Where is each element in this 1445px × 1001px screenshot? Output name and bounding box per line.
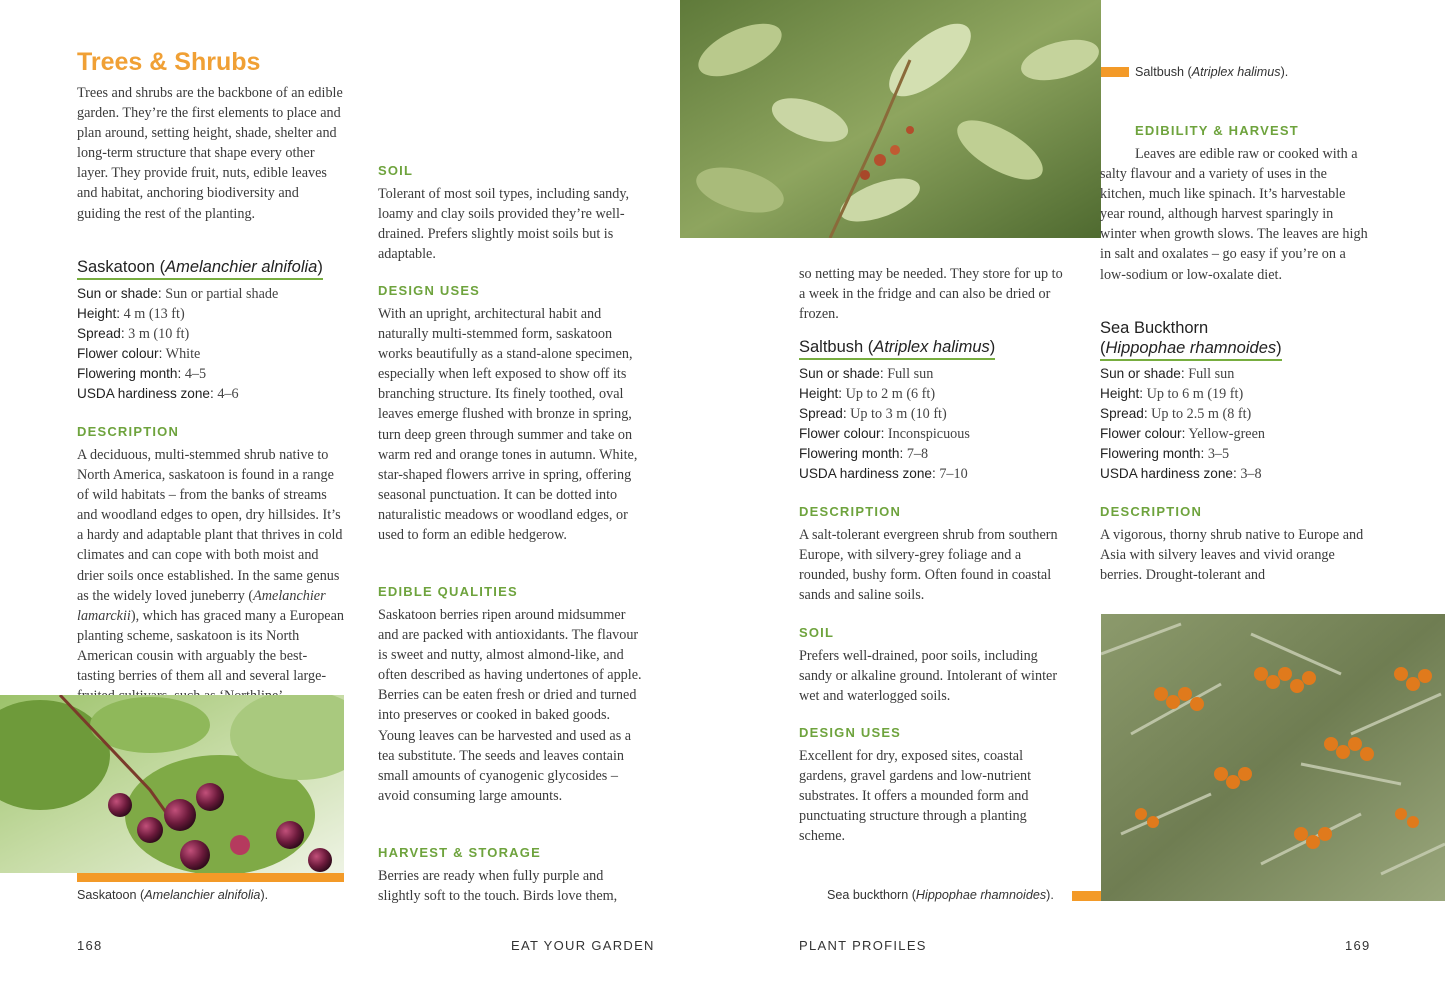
sea-buckthorn-caption: Sea buckthorn (Hippophae rhamnoides). <box>827 888 1054 902</box>
page-number-left: 168 <box>77 938 103 953</box>
fact-row: Height: Up to 6 m (19 ft) <box>1100 386 1244 403</box>
section-heading: DESCRIPTION <box>77 424 180 439</box>
section-heading: HARVEST & STORAGE <box>378 845 541 860</box>
saskatoon-photo <box>0 695 344 873</box>
sea-buckthorn-description: A vigorous, thorny shrub native to Europe and Asia with silvery leaves and vivid orange berries. Drought-tolerant and <box>1100 527 1364 584</box>
fact-row: Sun or shade: Sun or partial shade <box>77 286 279 302</box>
saskatoon-caption: Saskatoon (Amelanchier alnifolia). <box>77 888 269 902</box>
section-heading: DESCRIPTION <box>1100 504 1203 519</box>
saltbush-soil: Prefers well-drained, poor soils, including sandy or alkaline ground. Intolerant of winter wet and waterlogged soils. <box>799 648 1058 705</box>
saskatoon-harvest: Berries are ready when fully purple and slightly soft to the touch. Birds love them, <box>378 868 618 905</box>
fact-row: Spread: 3 m (10 ft) <box>77 326 190 343</box>
plant-title-sea-buckthorn-common: Sea Buckthorn <box>1100 319 1209 337</box>
caption-accent-bar <box>1101 67 1129 77</box>
caption-accent-bar <box>1072 891 1101 901</box>
fact-row: USDA hardiness zone: 4–6 <box>77 386 239 403</box>
saskatoon-soil: Tolerant of most soil types, including sandy, loamy and clay soils provided they’re well-drained. Prefers slightly moist soils but is adaptable. <box>378 186 630 263</box>
fact-row: Flower colour: White <box>77 346 201 363</box>
fact-row: Flowering month: 7–8 <box>799 446 929 463</box>
section-heading: DESCRIPTION <box>799 504 902 519</box>
sea-buckthorn-profile-header <box>1100 318 1360 361</box>
plant-title-saskatoon: Saskatoon (Amelanchier alnifolia) <box>77 257 323 280</box>
saskatoon-edible: Saskatoon berries ripen around midsummer and are packed with antioxidants. The flavour is sweet and nutty, almost almond-like, and often described as having undertones of apple. Berries can be eaten fresh or dried and turned into preserves or cooked in baked goods. Young leaves can be harvested and used as a tea substitute. The seeds and leaves contain small amounts of cyanogenic glycosides – avoid consuming large amounts. <box>378 607 642 804</box>
chapter-title: Trees & Shrubs <box>77 48 261 76</box>
fact-row: Sun or shade: Full sun <box>799 366 934 382</box>
caption-accent-bar <box>77 873 344 882</box>
page-number-right: 169 <box>1345 938 1371 953</box>
saskatoon-harvest-continued: so netting may be needed. They store for up to a week in the fridge and can also be dried or frozen. <box>799 266 1063 323</box>
saskatoon-profile-header <box>77 257 357 280</box>
fact-row: Flowering month: 3–5 <box>1100 446 1230 463</box>
fact-row: Spread: Up to 3 m (10 ft) <box>799 406 947 423</box>
fact-row: Sun or shade: Full sun <box>1100 366 1235 382</box>
running-head-left: EAT YOUR GARDEN <box>511 938 655 953</box>
saltbush-photo <box>680 0 1101 238</box>
fact-row: Height: 4 m (13 ft) <box>77 306 185 323</box>
saskatoon-description: A deciduous, multi-stemmed shrub native to North America, saskatoon is found in a range of wild habitats – from the banks of streams and woodland edges to open, dry hillsides. It’s a hardy and adaptable plant that thrives in cold climates and can cope with both moist and drier soils once established. In the same genus as the widely loved juneberry (Amelanchier lamarckii), which has graced many a European planting scheme, saskatoon is its North American cousin with arguably the best-tasting berries of them all and several large- <box>77 447 344 685</box>
section-heading: DESIGN USES <box>799 725 902 740</box>
sea-buckthorn-photo <box>1101 614 1445 901</box>
fact-row: Height: Up to 2 m (6 ft) <box>799 386 936 403</box>
plant-title-saltbush: Saltbush (Atriplex halimus) <box>799 337 995 360</box>
saltbush-caption: Saltbush (Atriplex halimus). <box>1135 65 1289 79</box>
fact-row: USDA hardiness zone: 3–8 <box>1100 466 1262 483</box>
section-heading: SOIL <box>378 163 414 178</box>
section-heading: SOIL <box>799 625 835 640</box>
running-head-right: PLANT PROFILES <box>799 938 927 953</box>
saskatoon-facts <box>77 284 345 405</box>
fact-row: Flower colour: Yellow-green <box>1100 426 1265 443</box>
section-heading: DESIGN USES <box>378 283 481 298</box>
fact-row: Flowering month: 4–5 <box>77 366 207 383</box>
saltbush-profile-header <box>799 337 995 360</box>
saltbush-description: A salt-tolerant evergreen shrub from southern Europe, with silvery-grey foliage and a rounded, bushy form. Often found in coastal sands and saline soils. <box>799 527 1058 604</box>
sea-buckthorn-facts <box>1100 364 1370 485</box>
section-heading: EDIBILITY & HARVEST <box>1135 123 1299 138</box>
intro-paragraph: Trees and shrubs are the backbone of an edible garden. They’re the first elements to place and plan around, setting height, shade, shelter and long-term structure that shape every other layer. They provide fruit, nuts, edible leaves and habitat, anchoring biodiversity and guiding the rest of the planting. <box>77 85 343 222</box>
fact-row: USDA hardiness zone: 7–10 <box>799 466 968 483</box>
fact-row: Flower colour: Inconspicuous <box>799 426 970 443</box>
saltbush-facts <box>799 364 1069 485</box>
saltbush-edibility: Leaves are edible raw or cooked with a salty flavour and a variety of uses in the kitchen, much like spinach. It’s harvestable year round, although harvest sparingly in winter when growth slows. The leaves are high in salt and oxalates – go easy if you’re on a low-sodium or low-oxalate diet. <box>1100 146 1368 283</box>
plant-title-sea-buckthorn-latin: (Hippophae rhamnoides) <box>1100 338 1282 361</box>
saltbush-design: Excellent for dry, exposed sites, coastal gardens, gravel gardens and low-nutrient substrates. It offers a mounded form and punctuating structure through a planting scheme. <box>799 748 1032 845</box>
saskatoon-design: With an upright, architectural habit and naturally multi-stemmed form, saskatoon works beautifully as a stand-alone specimen, especially when left exposed to show off its branching structure. Its finely toothed, oval leaves emerge flushed with bronze in spring, turn deep green through summer and take on warm red and orange tones in autumn. White, star-shaped flowers arrive in spring, offering seasonal punctuation. It can be dotted into naturalistic meadows or woodland edges, or used to form an edible hedgerow. <box>378 306 638 544</box>
section-heading: EDIBLE QUALITIES <box>378 584 518 599</box>
fact-row: Spread: Up to 2.5 m (8 ft) <box>1100 406 1252 423</box>
